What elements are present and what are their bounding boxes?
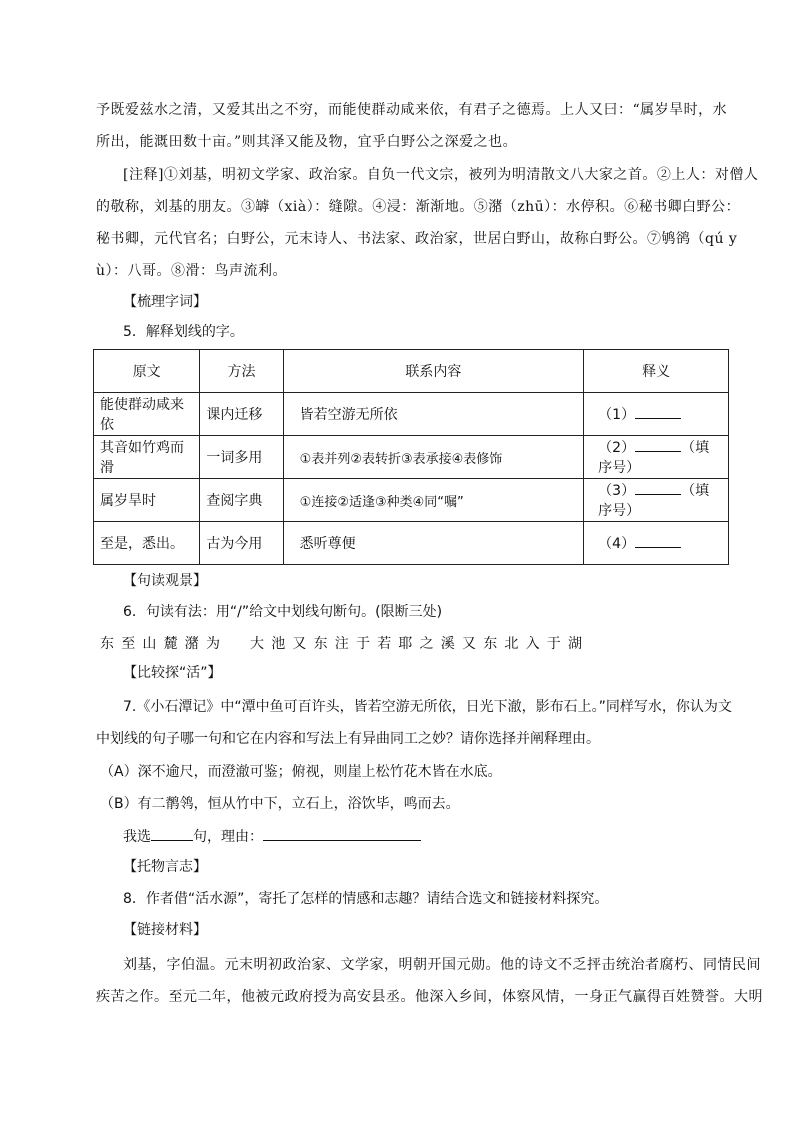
table-header-row: [94, 350, 729, 393]
heading-words: 【梳理字词】: [123, 294, 207, 310]
notes-line-3: 秘书卿，元代官名；白野公，元末诗人、书法家、政治家，世居白野山，故称白野公。⑦鸲鹆（qú y: [96, 231, 738, 247]
answer-reason-label: 句，理由：: [193, 829, 263, 845]
cell-answer: [584, 479, 729, 522]
answer-number: （4）: [598, 536, 636, 552]
question-6: 6．句读有法：用“/”给文中划线句断句。(限断三处): [123, 604, 443, 620]
choice-blank[interactable]: [151, 826, 193, 841]
question-7-line-2: 中划线的句子哪一句和它在内容和写法上有异曲同工之妙？请你选择并阐释理由。: [96, 731, 600, 747]
cell-answer: [584, 393, 729, 436]
heading-link: 【链接材料】: [123, 922, 207, 938]
answer-number: （1）: [598, 407, 636, 423]
table-row: [94, 522, 729, 565]
answer-blank-2[interactable]: [635, 437, 681, 452]
punctuation-sentence-part-a[interactable]: 东至山麓潴为: [100, 636, 228, 652]
link-line-1: 刘基，字伯温。元末明初政治家、文学家，明朝开国元勋。他的诗文不乏抨击统治者腐朽、同情民间: [123, 957, 761, 973]
cell-answer: [584, 436, 729, 479]
answer-suffix: （填序号）: [598, 483, 710, 519]
table-row: [94, 479, 729, 522]
punctuation-sentence-part-b[interactable]: 大池又东注于若耶之溪又东北入于湖: [250, 636, 590, 652]
cell-context: ①表并列②表转折③表承接④表修饰: [283, 436, 583, 479]
reason-blank[interactable]: [263, 826, 421, 841]
cell-context: 皆若空游无所依: [283, 393, 583, 436]
answer-blank-1[interactable]: [635, 404, 681, 419]
header-method: 方法: [200, 350, 283, 393]
option-a: （A）深不逾尺，而澄澈可鉴；俯视，则崖上松竹花木皆在水底。: [100, 764, 502, 780]
notes-line-1: [注释]①刘基，明初文学家、政治家。自负一代文宗，被列为明清散文八大家之首。②上人：对僧人: [123, 167, 759, 183]
header-meaning: 释义: [584, 350, 729, 393]
vocabulary-table: [93, 349, 729, 565]
header-original: 原文: [94, 350, 200, 393]
answer-blank-3[interactable]: [635, 480, 681, 495]
cell-method: 一词多用: [200, 436, 283, 479]
answer-number: （2）: [598, 440, 636, 456]
passage-line-1: 予既爱兹水之清，又爱其出之不穷，而能使群动咸来依，有君子之德焉。上人又曰：“属岁旱时，水: [96, 102, 728, 118]
cell-context: ①连接②适逢③种类④同“嘱”: [283, 479, 583, 522]
passage-line-2: 所出，能溉田数十亩。”则其泽又能及物，宜乎白野公之深爱之也。: [96, 134, 518, 150]
table-row: [94, 436, 729, 479]
answer-number: （3）: [598, 483, 636, 499]
cell-original: 能使群动咸来依: [94, 393, 200, 436]
notes-line-2: 的敬称，刘基的朋友。③罅（xià）：缝隙。④浸：渐渐地。⑤潴（zhū）：水停积。⑥秘书卿白野公：: [96, 199, 741, 215]
answer-line-7: [123, 826, 421, 847]
question-8: 8．作者借“活水源”，寄托了怎样的情感和志趣？请结合选文和链接材料探究。: [123, 891, 609, 907]
answer-prefix: 我选: [123, 829, 151, 845]
heading-punctuation: 【句读观景】: [123, 573, 207, 589]
answer-suffix: （填序号）: [598, 440, 710, 476]
option-b: （B）有二鹡鸰，恒从竹中下，立石上，浴饮毕，鸣而去。: [100, 796, 460, 812]
question-5: 5．解释划线的字。: [123, 324, 244, 340]
cell-answer: [584, 522, 729, 565]
answer-blank-4[interactable]: [635, 533, 681, 548]
cell-method: 查阅字典: [200, 479, 283, 522]
cell-original: 属岁旱时: [94, 479, 200, 522]
link-line-2: 疾苦之作。至元二年，他被元政府授为高安县丞。他深入乡间，体察风情，一身正气赢得百姓赞誉。大明: [96, 989, 763, 1005]
cell-method: 课内迁移: [200, 393, 283, 436]
cell-original: 至是，悉出。: [94, 522, 200, 565]
cell-context: 悉听尊便: [283, 522, 583, 565]
cell-method: 古为今用: [200, 522, 283, 565]
cell-original: 其音如竹鸡而滑: [94, 436, 200, 479]
table-row: [94, 393, 729, 436]
notes-line-4: ù）：八哥。⑧滑：鸟声流利。: [96, 263, 288, 279]
question-7-line-1: 7.《小石潭记》中“潭中鱼可百许头，皆若空游无所依，日光下澈，影布石上。”同样写水，你认为文: [123, 699, 732, 715]
heading-purpose: 【托物言志】: [123, 859, 207, 875]
header-context: 联系内容: [283, 350, 583, 393]
heading-compare: 【比较探“活”】: [123, 665, 222, 681]
